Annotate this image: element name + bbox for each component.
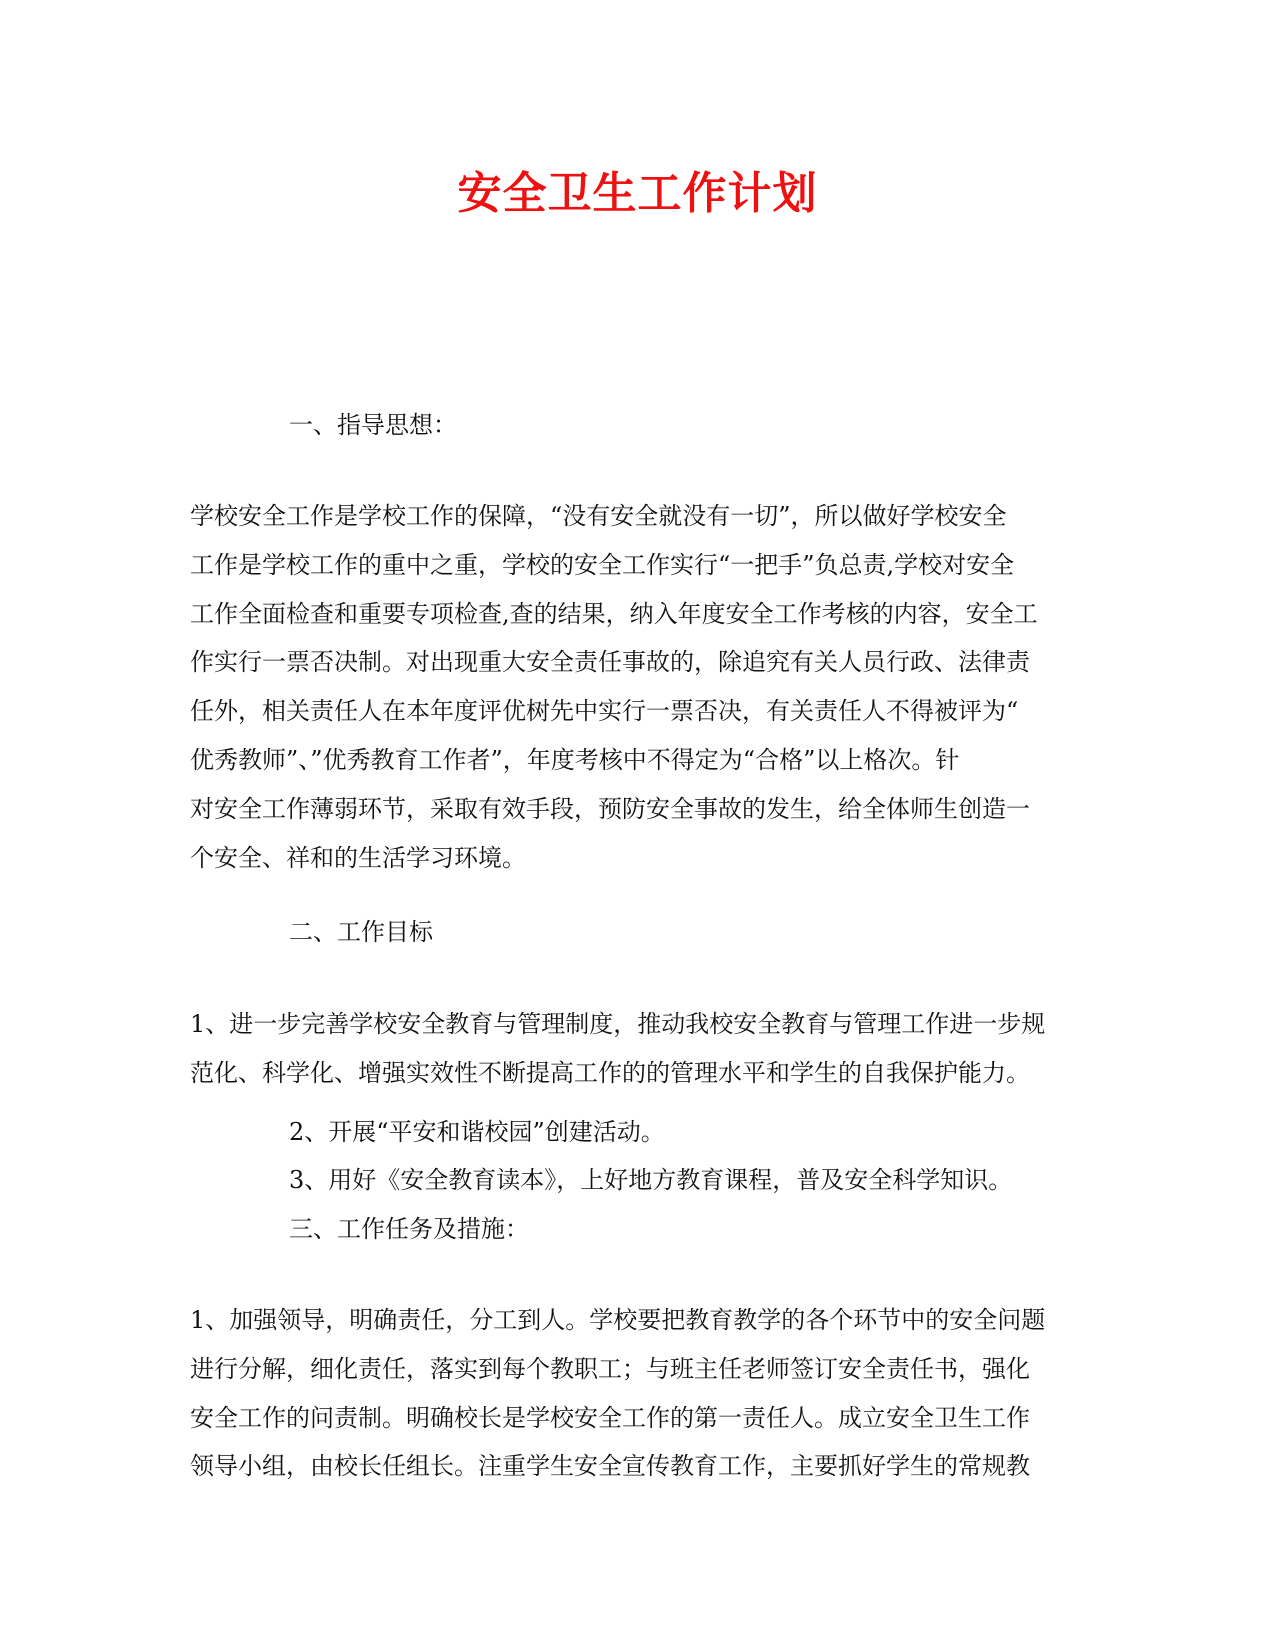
paragraph-line: 安全工作的问责制。明确校长是学校安全工作的第一责任人。成立安全卫生工作 xyxy=(190,1403,1030,1432)
paragraph-line: 1、加强领导，明确责任，分工到人。学校要把教育教学的各个环节中的安全问题 xyxy=(190,1306,1046,1334)
goal-item-2: 2、开展“平安和谐校园”创建活动。 xyxy=(289,1118,665,1146)
paragraph-line: 个安全、祥和的生活学习环境。 xyxy=(190,843,526,872)
paragraph-line: 作实行一票否决制。对出现重大安全责任事故的，除追究有关人员行政、法律责 xyxy=(190,648,1030,677)
paragraph-line: 工作全面检查和重要专项检查,查的结果，纳入年度安全工作考核的内容，安全工 xyxy=(190,599,1038,628)
paragraph-line: 1、进一步完善学校安全教育与管理制度，推动我校安全教育与管理工作进一步规 xyxy=(190,1010,1046,1038)
paragraph-line: 领导小组，由校长任组长。注重学生安全宣传教育工作，主要抓好学生的常规教 xyxy=(190,1452,1030,1481)
paragraph-task-1 xyxy=(190,1296,1080,1491)
document-title: 安全卫生工作计划 xyxy=(457,168,818,219)
paragraph-line: 优秀教师”、”优秀教育工作者”，年度考核中不得定为“合格”以上格次。针 xyxy=(190,745,960,774)
paragraph-line: 范化、科学化、增强实效性不断提高工作的的管理水平和学生的自我保护能力。 xyxy=(190,1058,1030,1087)
goal-item-3: 3、用好《安全教育读本》，上好地方教育课程，普及安全科学知识。 xyxy=(289,1166,1013,1194)
section-heading-guiding-thought: 一、指导思想： xyxy=(289,411,457,439)
paragraph-line: 学校安全工作是学校工作的保障，“没有安全就没有一切”，所以做好学校安全 xyxy=(190,502,1007,530)
paragraph-line: 对安全工作薄弱环节，采取有效手段，预防安全事故的发生，给全体师生创造一 xyxy=(190,794,1030,823)
paragraph-guiding-thought xyxy=(190,492,1080,882)
paragraph-line: 任外，相关责任人在本年度评优树先中实行一票否决，有关责任人不得被评为“ xyxy=(190,697,1019,726)
section-heading-work-goals: 二、工作目标 xyxy=(289,918,433,946)
section-heading-tasks-measures: 三、工作任务及措施： xyxy=(289,1215,529,1243)
paragraph-line: 进行分解，细化责任，落实到每个教职工；与班主任老师签订安全责任书，强化 xyxy=(190,1354,1030,1383)
paragraph-line: 工作是学校工作的重中之重，学校的安全工作实行“一把手”负总责,学校对安全 xyxy=(190,550,1015,579)
paragraph-goal-1 xyxy=(190,1000,1080,1098)
